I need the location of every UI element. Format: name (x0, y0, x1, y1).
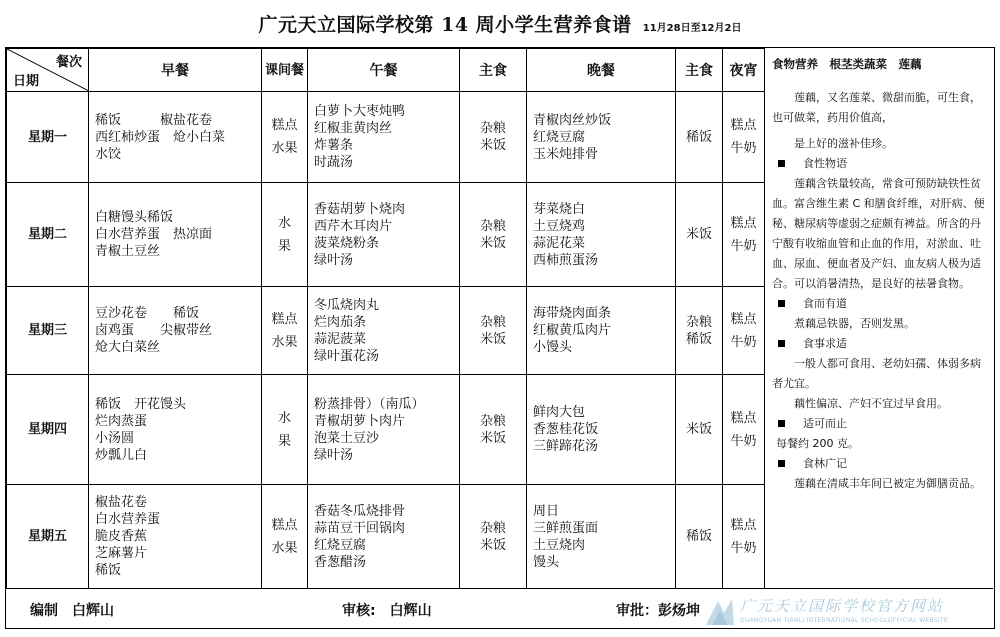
dinner-cell-item: 鲜肉大包 (533, 405, 586, 420)
date-range: 11月28日至12月2日 (642, 23, 742, 34)
snack-header: 课间餐 (262, 49, 308, 92)
lunch-cell (308, 92, 460, 183)
lunch-cell (308, 485, 460, 589)
snack-cell-item: 水 (277, 215, 291, 231)
dinner-cell-item: 蒜泥花菜 (533, 235, 586, 251)
breakfast-cell-item: 脆皮香蕉 (95, 529, 148, 544)
breakfast-cell (89, 92, 262, 183)
night-snack-cell-item: 糕点 (730, 517, 757, 533)
staple1-cell-item: 杂粮 (479, 413, 506, 429)
sidebar-heading: 食物营养 根茎类蔬菜 莲藕 (772, 57, 922, 71)
staple1-cell-item: 米饭 (479, 537, 506, 553)
lunch-cell-item: 冬瓜烧肉丸 (314, 297, 380, 313)
day-name: 星期五 (7, 485, 89, 589)
staple2-cell-item: 稀饭 (685, 331, 712, 347)
dinner-cell (527, 287, 676, 375)
night-snack-cell-item: 牛奶 (730, 540, 757, 556)
staple1-header: 主食 (460, 49, 527, 92)
breakfast-cell (89, 485, 262, 589)
snack-cell-item: 果 (277, 433, 291, 449)
lunch-cell-item: 绿叶汤 (314, 447, 354, 463)
breakfast-cell-item: 芝麻薯片 (95, 546, 148, 561)
lunch-cell-item: 炸薯条 (314, 138, 354, 153)
lunch-cell-item: 绿叶汤 (314, 252, 354, 268)
lunch-cell-item: 红烧豆腐 (314, 537, 367, 553)
snack-cell-item: 果 (277, 238, 291, 254)
lunch-cell-item: 菠菜烧粉条 (314, 235, 380, 251)
snack-cell (262, 485, 308, 589)
night-snack-cell-item: 糕点 (730, 118, 757, 133)
dinner-header: 晚餐 (527, 49, 676, 92)
dinner-cell-item: 三鲜煎蛋面 (533, 520, 599, 536)
night-snack-cell (723, 375, 765, 485)
dinner-cell-item: 土豆烧肉 (533, 537, 586, 553)
breakfast-cell-item: 稀饭 椒盐花卷 (95, 112, 213, 128)
page-title (0, 10, 1000, 37)
section-food-nature-text: 莲藕含铁量较高，常食可预防缺铁性贫血。富含维生素 C 和膳食纤维，对肝病、便秘、糖尿病等虚弱之症颇有裨益。所含的丹宁酸有收缩血管和止血的作用，对淤血、吐血、尿血、便血者及产妇、血友病人极为适合。可以消暑清热，是良好的祛暑食物。 (772, 177, 985, 290)
snack-cell-item: 糕点 (271, 311, 298, 327)
breakfast-cell-item: 炒瓢儿白 (95, 447, 148, 463)
section-suitability-text: 一般人都可食用、老幼妇孺、体弱多病者尤宜。 (772, 357, 981, 390)
dinner-cell (527, 92, 676, 183)
section-eating-way-title: 食而有道 (772, 294, 986, 314)
staple2-cell (676, 92, 723, 183)
snack-cell (262, 287, 308, 375)
lunch-cell-item: 蒜泥菠菜 (314, 331, 367, 347)
day-row (7, 485, 765, 589)
approver-label: 审批：彭炀坤 (616, 603, 700, 619)
lunch-cell (308, 287, 460, 375)
dinner-cell-item: 馒头 (533, 554, 560, 570)
menu-body (7, 92, 765, 589)
snack-cell-item: 水果 (271, 540, 298, 556)
breakfast-cell-item: 椒盐花卷 (95, 495, 148, 510)
section-suitability-text-2: 藕性偏凉、产妇不宜过早食用。 (794, 397, 948, 410)
lunch-header: 午餐 (308, 49, 460, 92)
bullet-icon (778, 460, 785, 467)
dinner-cell-item: 玉米炖排骨 (533, 146, 599, 162)
section-food-nature-title: 食性物语 (772, 154, 986, 174)
breakfast-cell-item: 青椒土豆丝 (95, 244, 161, 259)
staple2-cell (676, 183, 723, 287)
day-row (7, 183, 765, 287)
night-snack-cell-item: 牛奶 (730, 334, 757, 350)
lunch-cell-item: 白萝卜大枣炖鸭 (314, 104, 406, 119)
dinner-cell (527, 183, 676, 287)
bullet-icon (778, 160, 785, 167)
nutrition-sidebar (764, 48, 994, 587)
night-snack-cell (723, 92, 765, 183)
night-snack-header: 夜宵 (723, 49, 765, 92)
staple1-cell (460, 92, 527, 183)
bullet-icon (778, 340, 785, 347)
lunch-cell-item: 烂肉茄条 (314, 314, 367, 330)
snack-cell-item: 水果 (271, 141, 298, 156)
lunch-cell (308, 183, 460, 287)
night-snack-cell-item: 牛奶 (730, 141, 757, 156)
staple2-cell-item: 杂粮 (685, 314, 712, 330)
breakfast-cell-item: 稀饭 开花馒头 (95, 396, 187, 412)
reviewer-label: 审核: 白辉山 (342, 603, 432, 619)
snack-cell-item: 水果 (271, 334, 298, 350)
breakfast-cell-item: 白水营养蛋 热凉面 (95, 227, 213, 242)
lunch-cell-item: 香菇胡萝卜烧肉 (314, 201, 406, 217)
breakfast-cell-item: 卤鸡蛋 尖椒带丝 (95, 323, 213, 338)
watermark-subtext: GUANGYUAN TIANLI INTERNATIONAL SCHOOLOFFICIAL WEBSITE (740, 617, 949, 624)
sidebar-intro: 莲藕，又名莲菜、微甜而脆，可生食，也可做菜，药用价值高， (772, 91, 981, 124)
section-eating-way-text: 煮藕忌铁器，否则发黑。 (794, 317, 915, 330)
dinner-cell-item: 周日 (533, 503, 560, 519)
dinner-cell-item: 青椒肉丝炒饭 (533, 112, 612, 128)
dinner-cell-item: 海带烧肉面条 (533, 306, 612, 321)
breakfast-cell-item: 豆沙花卷 稀饭 (95, 306, 200, 321)
snack-cell-item: 糕点 (271, 118, 298, 133)
breakfast-cell (89, 375, 262, 485)
section-anecdote-text: 莲藕在清咸丰年间已被定为御膳贡品。 (794, 477, 981, 490)
section-moderation-title: 适可而止 (772, 414, 986, 434)
corner-date-label: 日期 (13, 74, 40, 89)
staple2-cell (676, 485, 723, 589)
lunch-cell-item: 香菇冬瓜烧排骨 (314, 503, 406, 519)
dinner-cell (527, 485, 676, 589)
night-snack-cell (723, 287, 765, 375)
staple2-cell (676, 375, 723, 485)
day-row (7, 287, 765, 375)
school-watermark (700, 593, 995, 633)
staple1-cell-item: 杂粮 (479, 218, 506, 234)
snack-cell-item: 水 (277, 410, 291, 426)
lunch-cell-item: 青椒胡萝卜肉片 (314, 413, 406, 429)
staple1-cell (460, 287, 527, 375)
breakfast-cell-item: 炝大白菜丝 (95, 340, 161, 355)
night-snack-cell-item: 牛奶 (730, 433, 757, 449)
dinner-cell-item: 小馒头 (533, 340, 573, 355)
staple1-cell-item: 米饭 (479, 331, 506, 347)
day-row (7, 375, 765, 485)
staple1-cell-item: 杂粮 (479, 314, 506, 330)
snack-cell (262, 183, 308, 287)
day-row (7, 92, 765, 183)
breakfast-cell-item: 白糖馒头稀饭 (95, 210, 174, 225)
staple1-cell-item: 杂粮 (479, 121, 506, 136)
breakfast-cell-item: 西红柿炒蛋 炝小白菜 (95, 129, 226, 145)
lunch-cell-item: 泡菜土豆沙 (314, 430, 380, 446)
bullet-icon (778, 420, 785, 427)
staple1-cell-item: 杂粮 (479, 520, 506, 536)
staple2-cell-item: 稀饭 (685, 129, 712, 145)
dinner-cell-item: 红椒黄瓜肉片 (533, 323, 612, 338)
lunch-cell-item: 蒜苗豆干回锅肉 (314, 520, 406, 536)
breakfast-cell (89, 183, 262, 287)
lunch-cell-item: 红椒韭黄肉丝 (314, 121, 393, 136)
editor-label: 编制 白辉山 (30, 603, 114, 619)
day-name: 星期二 (7, 183, 89, 287)
day-name: 星期三 (7, 287, 89, 375)
staple2-header: 主食 (676, 49, 723, 92)
snack-cell (262, 375, 308, 485)
bullet-icon (778, 300, 785, 307)
staple1-cell-item: 米饭 (479, 235, 506, 251)
breakfast-cell-item: 小汤圆 (95, 430, 135, 446)
day-name: 星期一 (7, 92, 89, 183)
dinner-cell-item: 土豆烧鸡 (533, 218, 586, 234)
section-suitability-title: 食事求适 (772, 334, 986, 354)
breakfast-cell-item: 白水营养蛋 (95, 512, 161, 527)
staple1-cell-item: 米饭 (479, 430, 506, 446)
staple2-cell-item: 米饭 (685, 422, 712, 437)
sidebar-intro-2: 是上好的滋补佳珍。 (794, 137, 893, 150)
snack-cell-item: 糕点 (271, 517, 298, 533)
section-moderation-text: 每餐约 200 克。 (776, 437, 859, 450)
night-snack-cell-item: 糕点 (730, 410, 757, 426)
menu-title: 广元天立国际学校第 14 周小学生营养食谱 (258, 14, 632, 36)
staple2-cell (676, 287, 723, 375)
lunch-cell (308, 375, 460, 485)
dinner-cell-item: 西柿煎蛋汤 (533, 252, 599, 268)
night-snack-cell-item: 牛奶 (730, 238, 757, 254)
staple1-cell (460, 183, 527, 287)
dinner-cell-item: 三鲜蹄花汤 (533, 439, 599, 454)
menu-table (6, 48, 765, 589)
staple1-cell-item: 米饭 (479, 138, 506, 153)
night-snack-cell (723, 485, 765, 589)
header-row (7, 49, 765, 92)
snack-cell (262, 92, 308, 183)
dinner-cell-item: 芽菜烧白 (533, 201, 586, 217)
school-logo-icon (702, 595, 738, 631)
night-snack-cell-item: 糕点 (730, 311, 757, 327)
lunch-cell-item: 香葱醋汤 (314, 554, 367, 570)
breakfast-header: 早餐 (89, 49, 262, 92)
staple2-cell-item: 米饭 (685, 227, 712, 242)
lunch-cell-item: 时蔬汤 (314, 155, 354, 170)
corner-meal-label: 餐次 (55, 55, 82, 70)
breakfast-cell-item: 水饺 (95, 146, 122, 162)
night-snack-cell (723, 183, 765, 287)
breakfast-cell (89, 287, 262, 375)
day-name: 星期四 (7, 375, 89, 485)
night-snack-cell-item: 糕点 (730, 215, 757, 231)
dinner-cell-item: 红烧豆腐 (533, 129, 586, 145)
dinner-cell-item: 香葱桂花饭 (533, 422, 599, 437)
section-anecdote-title: 食林广记 (772, 454, 986, 474)
lunch-cell-item: 绿叶蛋花汤 (314, 348, 380, 364)
dinner-cell (527, 375, 676, 485)
staple1-cell (460, 375, 527, 485)
breakfast-cell-item: 稀饭 (95, 563, 122, 578)
watermark-text: 广元天立国际学校官方网站 (740, 597, 945, 615)
corner-header (7, 49, 89, 92)
lunch-cell-item: 粉蒸排骨）（南瓜） (314, 396, 425, 412)
staple2-cell-item: 稀饭 (685, 529, 712, 544)
breakfast-cell-item: 烂肉蒸蛋 (95, 413, 148, 429)
staple1-cell (460, 485, 527, 589)
lunch-cell-item: 西芹木耳肉片 (314, 218, 393, 234)
